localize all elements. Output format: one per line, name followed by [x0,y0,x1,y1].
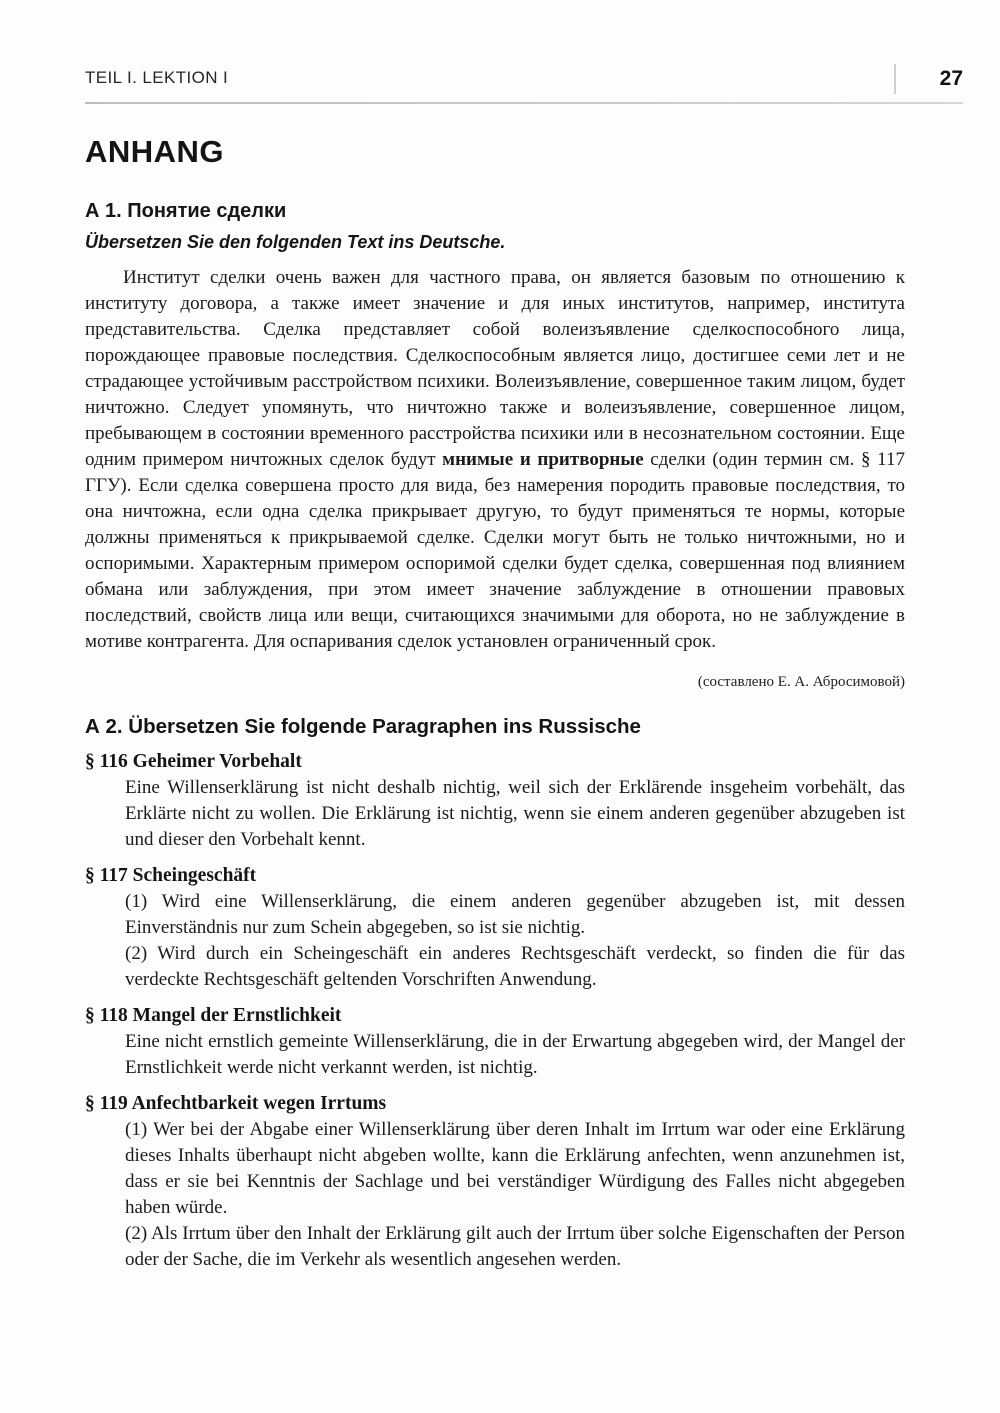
page-content [85,134,963,1273]
law-paragraph: Eine Willenserklärung ist nicht deshalb nichtig, weil sich der Erklärende insgeheim vorbehält, das Erklärte nicht zu wollen. Die Erklärung ist nichtig, wenn sie einem anderen gegenüber abzugeben ist und dieser den Vorbehalt kennt. [125,777,905,850]
russian-text-paragraph [85,265,905,655]
section-a1-heading: А 1. Понятие сделки [85,200,287,222]
law-paragraph: Eine nicht ernstlich gemeinte Willenserklärung, die in der Erwartung abgegeben wird, der Mangel der Ernstlichkeit werde nicht verkannt werden, ist nichtig. [125,1031,905,1078]
paragraph-text-before: Институт сделки очень важен для частного права, он является базовым по отношению к институту договора, а также имеет значение и для иных институтов, например, института представительства. Сделка представляет собой волеизъявление сделкоспособного лица, порождающее правовые последствия. Сделкоспособным является лицо, достигшее семи лет и не страдающее устойчивым расстройством психики. Волеизъявление, совершенное таким лицом, будет ничтожно. Следует упомянуть, что ничтожно также и волеизъявление, совершенное лицом, пребывающем в состоянии временного расстройства психики или в несознательном состоянии. Еще одним примером ничтожных сделок будут [85,267,905,470]
law-paragraph: (2) Wird durch ein Scheingeschäft ein anderes Rechtsgeschäft verdeckt, so finden die für das verdeckte Rechtsgeschäft geltenden Vorschriften Anwendung. [125,943,905,990]
law-body-117 [85,889,905,993]
law-body-119 [85,1117,905,1273]
law-heading-119: § 119 Anfechtbarkeit wegen Irrtums [85,1093,387,1114]
page-number: 27 [939,67,963,90]
paragraph-text-after: сделки (один термин см. § 117 ГГУ). Если сделка совершена просто для вида, без намерения породить правовые последствия, то она ничтожна, если одна сделка прикрывает другую, то будут применяться те нормы, которые должны применяться к прикрываемой сделке. Сделки могут быть не только ничтожными, но и оспоримыми. Характерным примером оспоримой сделки будет сделка, совершенная под влиянием обмана или заблуждения, при этом имеет значение заблуждение в отношении правовых последствий, свойств лица или вещи, считающихся значимыми для оборота, но не заблуждение в мотиве контрагента. Для оспаривания сделок установлен ограниченный срок. [85,449,905,652]
law-body-116 [85,775,905,853]
page-number-group [894,64,963,94]
law-heading-118: § 118 Mangel der Ernstlichkeit [85,1005,342,1026]
bold-key-term: мнимые и притворные [442,449,644,470]
running-title: TEIL I. LEKTION I [85,68,229,87]
law-section-117 [85,863,905,993]
law-section-116 [85,749,905,853]
attribution-note: (составлено Е. А. Абросимовой) [697,674,905,690]
law-paragraph: (2) Als Irrtum über den Inhalt der Erklärung gilt auch der Irrtum über solche Eigenschaften der Person oder der Sache, die im Verkehr als wesentlich angesehen werden. [125,1223,905,1270]
translation-instruction: Übersetzen Sie den folgenden Text ins Deutsche. [85,232,506,252]
law-body-118 [85,1029,905,1081]
page-title: ANHANG [85,134,225,169]
law-heading-117: § 117 Scheingeschäft [85,865,257,886]
law-section-119 [85,1091,905,1273]
law-section-118 [85,1003,905,1081]
law-paragraph: (1) Wer bei der Abgabe einer Willenserklärung über deren Inhalt im Irrtum war oder eine Erklärung dieses Inhalts überhaupt nicht abgeben wollte, kann die Erklärung anfechten, wenn anzunehmen ist, dass er sie bei Kenntnis der Sachlage und bei verständiger Würdigung des Falles nicht abgegeben haben würde. [125,1119,905,1218]
page-header [85,64,963,94]
law-heading-116: § 116 Geheimer Vorbehalt [85,751,302,772]
header-divider [894,64,896,94]
header-rule [85,102,963,104]
law-paragraph: (1) Wird eine Willenserklärung, die einem anderen gegenüber abzugeben ist, mit dessen Einverständnis nur zum Schein abgegeben, so ist sie nichtig. [125,891,905,938]
section-a2-heading: А 2. Übersetzen Sie folgende Paragraphen ins Russische [85,715,641,738]
